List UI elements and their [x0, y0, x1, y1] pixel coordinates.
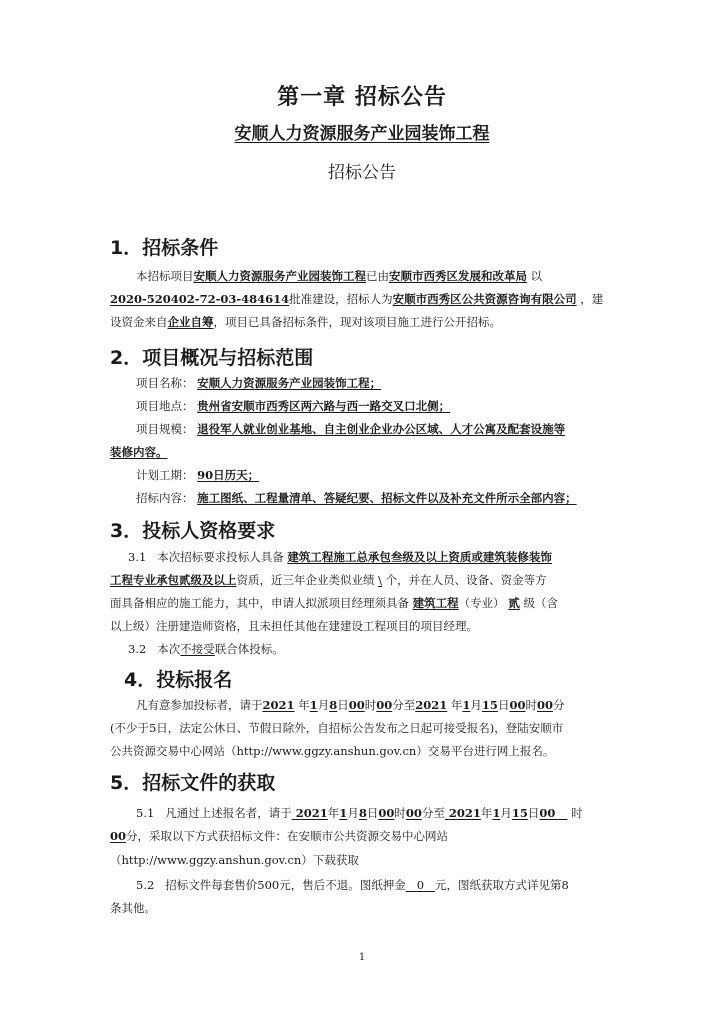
section-3-1-line-1: 3.1 本次招标要求投标人具备 建筑工程施工总承包叁级及以上资质或建筑装修装饰 [128, 550, 552, 564]
section-4-heading: 4．投标报名 [124, 669, 233, 691]
section-5-2-line-1: 5.2 招标文件每套售价500元，售后不退。图纸押金 0 元，图纸获取方式详见第8 [136, 878, 569, 892]
notice-title: 招标公告 [328, 163, 396, 183]
section-3-heading: 3．投标人资格要求 [110, 520, 276, 542]
section-5-heading: 5．招标文件的获取 [110, 772, 276, 794]
project-scale-row: 项目规模： 退役军人就业创业基地、自主创业企业办公区域、人才公寓及配套设施等 [136, 422, 566, 436]
section-1-heading: 1．招标条件 [110, 237, 219, 259]
section-3-1-line-4: 以上级）注册建造师资格，且未担任其他在建建设工程项目的项目经理。 [110, 619, 478, 633]
section-5-1-line-1: 5.1 凡通过上述报名者，请于 2021年1月8日00时00分至 2021年1月15日00 时 [136, 806, 583, 820]
section-5-2-line-2: 条其他。 [110, 901, 156, 915]
project-scale-row-cont: 装修内容。 [110, 445, 168, 459]
section-4-line-1: 凡有意参加投标者，请于2021 年1月8日00时00分至2021 年1月15日00时00分 [136, 698, 565, 712]
chapter-title: 第一章 招标公告 [277, 85, 447, 110]
section-1-line-2: 2020-520402-72-03-484614批准建设，招标人为安顺市西秀区公共资源咨询有限公司 ，建 [110, 292, 604, 306]
section-3-1-line-3: 面具备相应的施工能力，其中，申请人拟派项目经理须具备 建筑工程（专业） 贰 级（含 [110, 596, 558, 610]
section-2-heading: 2．项目概况与招标范围 [110, 347, 314, 369]
section-4-line-3: 公共资源交易中心网站（http://www.ggzy.anshun.gov.cn）交易平台进行网上报名。 [110, 744, 555, 758]
page-number: 1 [358, 952, 366, 963]
section-5-1-line-3: （http://www.ggzy.anshun.gov.cn）下载获取 [110, 853, 359, 867]
section-1-line-1: 本招标项目安顺人力资源服务产业园装饰工程已由安顺市西秀区发展和改革局 以 [136, 269, 543, 283]
section-3-2-line: 3.2 本次不接受联合体投标。 [128, 642, 284, 656]
project-content-row: 招标内容： 施工图纸、工程量清单、答疑纪要、招标文件以及补充文件所示全部内容； [136, 491, 577, 505]
section-5-1-line-2: 00分，采取以下方式获招标文件：在安顺市公共资源交易中心网站 [110, 829, 449, 843]
section-1-line-3: 设资金来自企业自筹，项目已具备招标条件，现对该项目施工进行公开招标。 [110, 315, 501, 329]
section-3-1-line-2: 工程专业承包贰级及以上资质，近三年企业类似业绩 \ 个，并在人员、设备、资金等方 [110, 573, 547, 587]
section-4-line-2: (不少于5日，法定公休日、节假日除外，自招标公告发布之日起可接受报名)，登陆安顺市 [110, 721, 564, 735]
project-location-row: 项目地点： 贵州省安顺市西秀区两六路与西一路交叉口北侧； [136, 399, 451, 413]
project-period-row: 计划工期： 90日历天； [136, 468, 260, 482]
project-title: 安顺人力资源服务产业园装饰工程 [234, 124, 490, 144]
project-name-row: 项目名称： 安顺人力资源服务产业园装饰工程； [136, 376, 382, 390]
